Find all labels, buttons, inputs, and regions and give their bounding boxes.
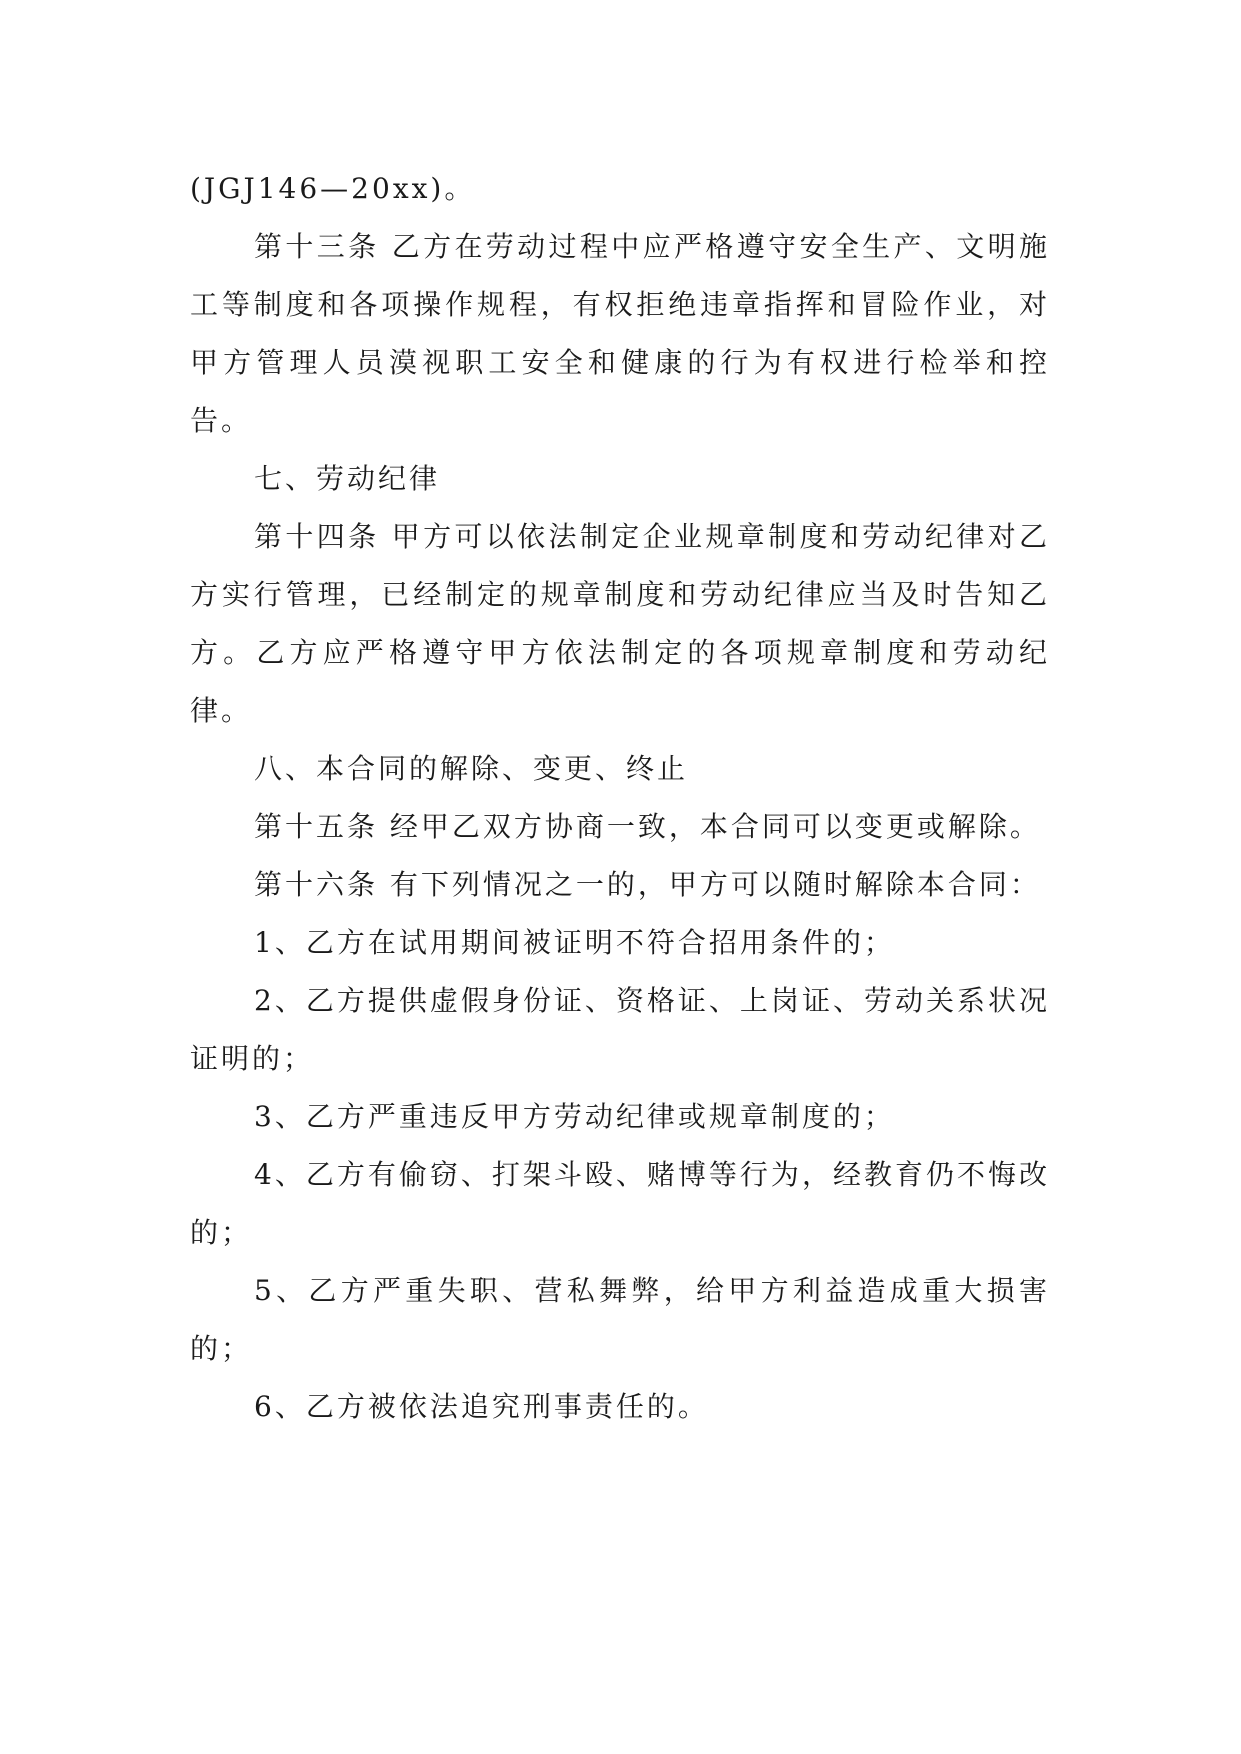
paragraph-article-14: 第十四条 甲方可以依法制定企业规章制度和劳动纪律对乙方实行管理，已经制定的规章制度和劳动纪律应当及时告知乙方。乙方应严格遵守甲方依法制定的各项规章制度和劳动纪律。 — [190, 520, 1050, 727]
list-item-6: 6、乙方被依法追究刑事责任的。 — [254, 1390, 709, 1423]
paragraph-article-13: 第十三条 乙方在劳动过程中应严格遵守安全生产、文明施工等制度和各项操作规程，有权拒绝违章指挥和冒险作业，对甲方管理人员漠视职工安全和健康的行为有权进行检举和控告。 — [190, 230, 1050, 437]
paragraph-article-16: 第十六条 有下列情况之一的，甲方可以随时解除本合同： — [254, 868, 1041, 901]
paragraph-article-15: 第十五条 经甲乙双方协商一致，本合同可以变更或解除。 — [254, 810, 1041, 843]
document-body — [190, 160, 1050, 1436]
list-item-2: 2、乙方提供虚假身份证、资格证、上岗证、劳动关系状况证明的； — [190, 984, 1050, 1075]
paragraph-standard-ref: (JGJ146—20xx)。 — [190, 172, 476, 205]
list-item-3: 3、乙方严重违反甲方劳动纪律或规章制度的； — [254, 1100, 895, 1133]
list-item-1: 1、乙方在试用期间被证明不符合招用条件的； — [254, 926, 895, 959]
list-item-4: 4、乙方有偷窃、打架斗殴、赌博等行为，经教育仍不悔改的； — [190, 1158, 1050, 1249]
list-item-5: 5、乙方严重失职、营私舞弊，给甲方利益造成重大损害的； — [190, 1274, 1050, 1365]
section-heading-labor-discipline: 七、劳动纪律 — [254, 462, 441, 495]
section-heading-contract-termination: 八、本合同的解除、变更、终止 — [254, 752, 689, 785]
